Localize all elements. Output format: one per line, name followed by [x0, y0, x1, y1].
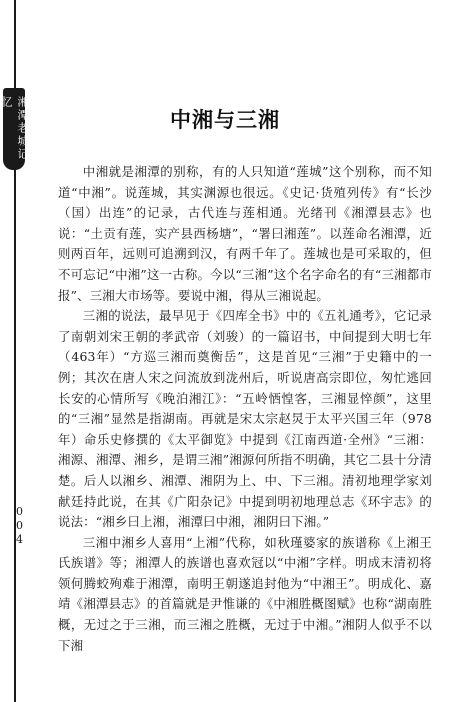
chapter-title: 中湘与三湘 — [170, 107, 280, 132]
paragraph-2: 三湘的说法，最早见于《四库全书》中的《五礼通考》，它记录了南朝刘宋王朝的孝武帝（刘骏）的一篇诏书，中间提到大明七年（463年）“方巡三湘而奠衡岳”，这是首见“三湘”于史籍中的一例；其次在唐人宋之问流放到泷州后，听说唐高宗即位，匆忙逃回长安的心情所写《晚泊湘江》：“五岭恓惶客，三湘显悴颜”，这里的“三湘”显然是指湖南。再就是宋太宗赵炅于太平兴国三年（978年）命乐史修撰的《太平御览》中提到《江南西道·全州》“三湘：湘源、湘潭、湘乡，是谓三湘”湘源何所指不明确，其它二县十分清楚。后人以湘乡、湘潭、湘阴为上、中、下三湘。清初地理学家刘献廷持此说，在其《广阳杂记》中提到明初地理总志《环宇志》的说法：“湘乡曰上湘，湘潭曰中湘，湘阴曰下湘。” — [58, 308, 432, 530]
paragraph-1: 中湘就是湘潭的别称，有的人只知道“莲城”这个别称，而不知道“中湘”。说莲城，其实渊源也很远。《史记·货殖列传》有“长沙（国）出连”的记录，古代连与莲相通。光绪刊《湘潭县志》也说：“土贡有莲，实产县西杨塘”，“署曰湘莲”。以莲命名湘潭，近则两百年，远则可追溯到汉，有两千年了。莲城也是可采取的，但不可忘记“中湘”这一古称。今以“三湘”这个名字命名的有“三湘都市报”、三湘大市场等。要说中湘，得从三湘说起。 — [58, 164, 432, 303]
body-text — [58, 162, 432, 656]
book-series-label: 湘潭老城记忆 — [0, 96, 29, 161]
page-number: 004 — [13, 505, 26, 547]
paragraph-3: 三湘中湘乡人喜用“上湘”代称，如秋瑾婆家的族谱称《上湘王氏族谱》等；湘潭人的族谱也喜欢冠以“中湘”字样。明成末清初将领何腾蛟殉难于湘潭，南明王朝遂追封他为“中湘王”。明成化、嘉靖《湘潭县志》的首篇就是尹惟谦的《中湘胜概图赋》也称“湖南胜概，无过之于三湘，而三湘之胜概，无过于中湘。”湘阴人似乎不以下湘 — [58, 534, 432, 653]
